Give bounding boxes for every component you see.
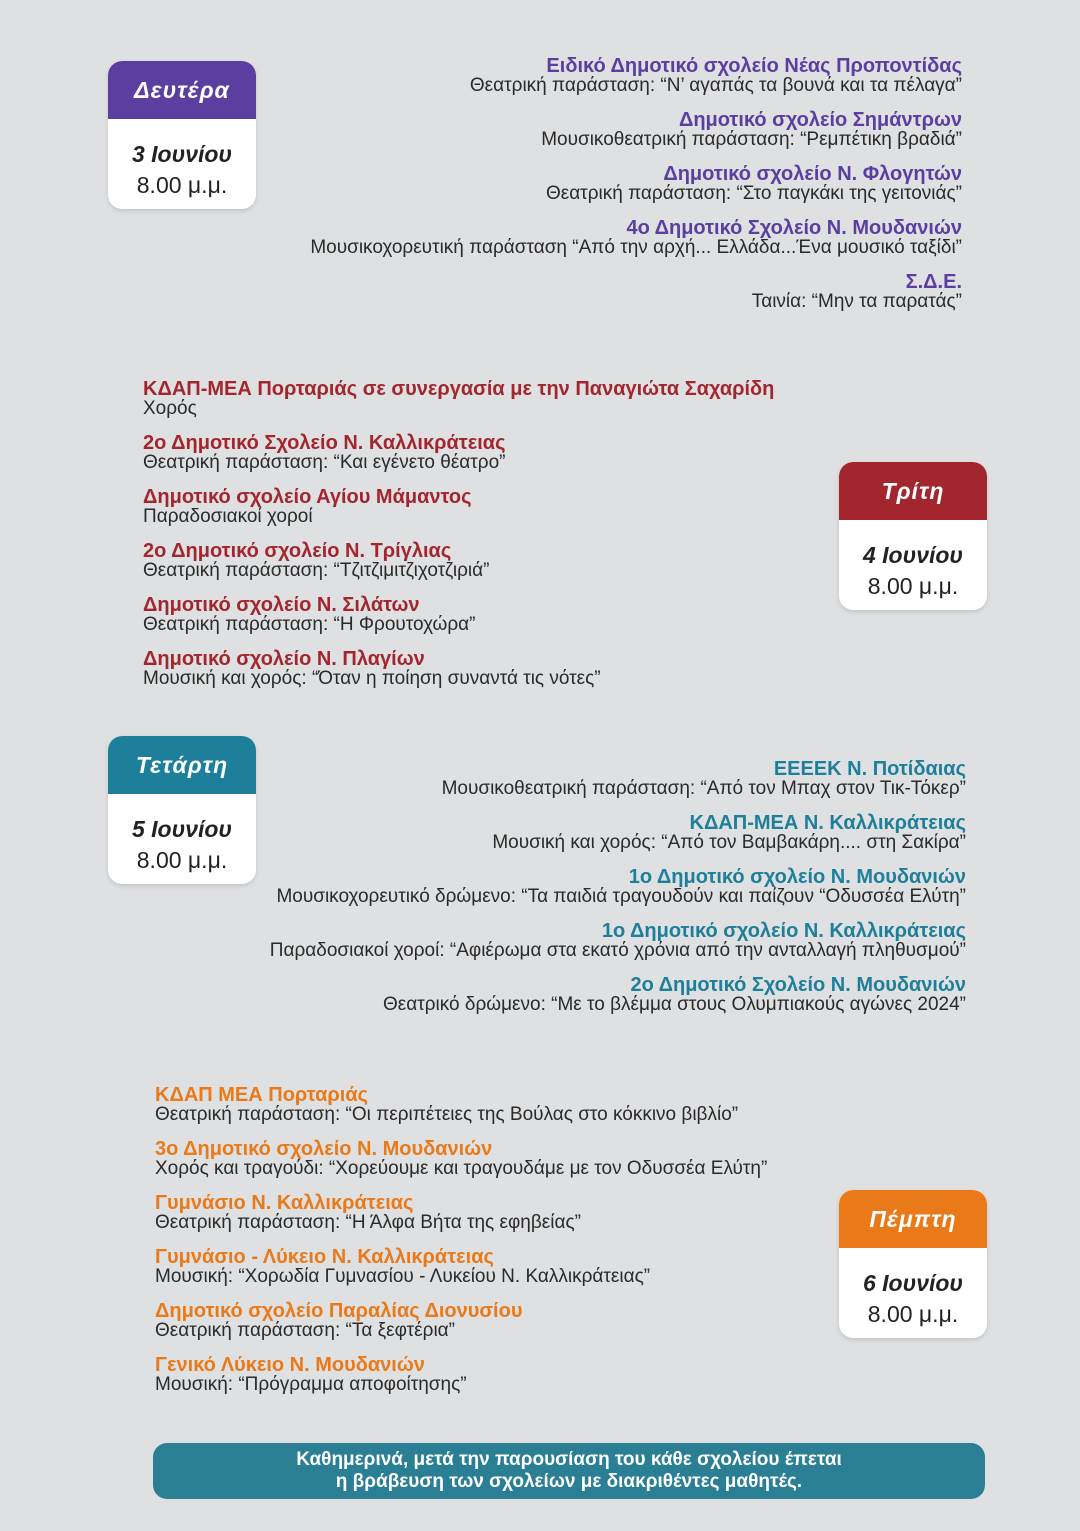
school-name: ΚΔΑΠ ΜΕΑ Πορταριάς: [155, 1084, 369, 1106]
events-tuesday: [143, 379, 843, 703]
event-description: Θεατρική παράσταση: “Τζιτζιμιτζιχοτζιριά”: [143, 560, 490, 581]
school-name: ΕΕΕΕΚ Ν. Ποτίδαιας: [773, 758, 966, 780]
day-card-tuesday: [839, 462, 987, 610]
event-description: Μουσικοθεατρική παράσταση: “Από τον Μπαχ στον Τικ-Τόκερ”: [441, 778, 966, 799]
events-thursday: [155, 1085, 835, 1409]
day-name: Πέμπτη: [839, 1190, 987, 1248]
school-name: ΚΔΑΠ-ΜΕΑ Ν. Καλλικράτειας: [689, 812, 966, 834]
day-date: 3 Ιουνίου: [131, 141, 233, 167]
event-description: Θεατρική παράσταση: “Και εγένετο θέατρο”: [143, 452, 506, 473]
school-name: Δημοτικό σχολείο Ν. Φλογητών: [663, 163, 962, 185]
event-description: Ταινία: “Μην τα παρατάς”: [751, 291, 962, 312]
day-date: 5 Ιουνίου: [131, 816, 233, 842]
school-name: 2ο Δημοτικό Σχολείο Ν. Μουδανιών: [630, 974, 966, 996]
event-entry: [122, 56, 962, 96]
school-name: ΚΔΑΠ-ΜΕΑ Πορταριάς σε συνεργασία με την Παναγιώτα Σαχαρίδη: [143, 378, 775, 400]
event-description: Θεατρική παράσταση: “Οι περιπέτειες της Βούλας στο κόκκινο βιβλίο”: [155, 1104, 739, 1125]
banner-line: Καθημερινά, μετά την παρουσίαση του κάθε σχολείου έπεται: [296, 1449, 842, 1470]
school-name: Δημοτικό σχολείο Ν. Πλαγίων: [143, 648, 425, 670]
school-name: Δημοτικό σχολείο Ν. Σιλάτων: [143, 594, 420, 616]
event-entry: [86, 921, 966, 961]
event-description: Μουσική: “Χορωδία Γυμνασίου - Λυκείου Ν. Καλλικράτειας”: [155, 1266, 651, 1287]
event-description: Παραδοσιακοί χοροί: [143, 506, 313, 527]
event-entry: [86, 867, 966, 907]
school-name: Δημοτικό σχολείο Αγίου Μάμαντος: [143, 486, 472, 508]
event-entry: [155, 1301, 835, 1341]
events-wednesday: [86, 759, 966, 1029]
school-name: Γενικό Λύκειο Ν. Μουδανιών: [155, 1354, 425, 1376]
event-entry: [122, 164, 962, 204]
event-entry: [86, 813, 966, 853]
event-entry: [143, 595, 843, 635]
school-name: 2ο Δημοτικό Σχολείο Ν. Καλλικράτειας: [143, 432, 506, 454]
school-name: Ειδικό Δημοτικό σχολείο Νέας Προποντίδας: [546, 55, 962, 77]
event-description: Χορός και τραγούδι: “Χορεύουμε και τραγουδάμε με τον Οδυσσέα Ελύτη”: [155, 1158, 768, 1179]
event-description: Θεατρική παράσταση: “Τα ξεφτέρια”: [155, 1320, 455, 1341]
school-name: 4ο Δημοτικό Σχολείο Ν. Μουδανιών: [626, 217, 962, 239]
day-time: 8.00 μ.μ.: [136, 172, 228, 198]
school-name: 2ο Δημοτικό σχολείο Ν. Τρίγλιας: [143, 540, 452, 562]
day-name: Τρίτη: [839, 462, 987, 520]
event-description: Χορός: [143, 398, 197, 419]
event-entry: [143, 433, 843, 473]
event-description: Μουσικοχορευτικό δρώμενο: “Τα παιδιά τραγουδούν και παίζουν “Οδυσσέα Ελύτη”: [276, 886, 966, 907]
event-entry: [155, 1355, 835, 1395]
event-description: Θεατρική παράσταση: “Ν’ αγαπάς τα βουνά και τα πέλαγα”: [469, 75, 962, 96]
school-name: Γυμνάσιο Ν. Καλλικράτειας: [155, 1192, 414, 1214]
event-entry: [143, 379, 843, 419]
banner-line: η βράβευση των σχολείων με διακριθέντες μαθητές.: [335, 1471, 803, 1492]
day-card-thursday: [839, 1190, 987, 1338]
event-description: Μουσική και χορός: “Από τον Βαμβακάρη.... στη Σακίρα”: [492, 832, 966, 853]
day-time: 8.00 μ.μ.: [867, 573, 959, 599]
event-entry: [143, 649, 843, 689]
awards-banner: [153, 1443, 985, 1499]
event-description: Μουσικοθεατρική παράσταση: “Ρεμπέτικη βραδιά”: [541, 129, 962, 150]
school-name: Δημοτικό σχολείο Παραλίας Διονυσίου: [155, 1300, 523, 1322]
school-name: 1ο Δημοτικό σχολείο Ν. Καλλικράτειας: [601, 920, 966, 942]
event-entry: [143, 541, 843, 581]
event-entry: [155, 1247, 835, 1287]
day-name: Τετάρτη: [108, 736, 256, 794]
day-date: 4 Ιουνίου: [862, 542, 964, 568]
event-description: Μουσικοχορευτική παράσταση “Από την αρχή... Ελλάδα...Ένα μουσικό ταξίδι”: [310, 237, 962, 258]
school-name: 3ο Δημοτικό σχολείο Ν. Μουδανιών: [155, 1138, 493, 1160]
event-entry: [122, 110, 962, 150]
event-description: Θεατρική παράσταση: “Η Άλφα Βήτα της εφηβείας”: [155, 1212, 581, 1233]
event-description: Θεατρική παράσταση: “Στο παγκάκι της γειτονιάς”: [545, 183, 962, 204]
event-description: Θεατρικό δρώμενο: “Με το βλέμμα στους Ολυμπιακούς αγώνες 2024”: [383, 994, 966, 1015]
school-name: Δημοτικό σχολείο Σημάντρων: [678, 109, 962, 131]
event-entry: [143, 487, 843, 527]
school-name: Σ.Δ.Ε.: [905, 271, 962, 293]
event-entry: [122, 272, 962, 312]
event-description: Μουσική και χορός: “Όταν η ποίηση συναντά τις νότες”: [143, 668, 601, 689]
event-entry: [86, 975, 966, 1015]
event-entry: [155, 1139, 835, 1179]
school-name: Γυμνάσιο - Λύκειο Ν. Καλλικράτειας: [155, 1246, 494, 1268]
event-entry: [86, 759, 966, 799]
event-description: Μουσική: “Πρόγραμμα αποφοίτησης”: [155, 1374, 467, 1395]
school-name: 1ο Δημοτικό σχολείο Ν. Μουδανιών: [628, 866, 966, 888]
event-entry: [155, 1085, 835, 1125]
day-date: 6 Ιουνίου: [862, 1270, 964, 1296]
day-name: Δευτέρα: [108, 61, 256, 119]
event-description: Θεατρική παράσταση: “Η Φρουτοχώρα”: [143, 614, 476, 635]
events-monday: [122, 56, 962, 326]
event-description: Παραδοσιακοί χοροί: “Αφιέρωμα στα εκατό χρόνια από την ανταλλαγή πληθυσμού”: [269, 940, 966, 961]
event-entry: [155, 1193, 835, 1233]
day-time: 8.00 μ.μ.: [136, 847, 228, 873]
day-time: 8.00 μ.μ.: [867, 1301, 959, 1327]
event-entry: [122, 218, 962, 258]
